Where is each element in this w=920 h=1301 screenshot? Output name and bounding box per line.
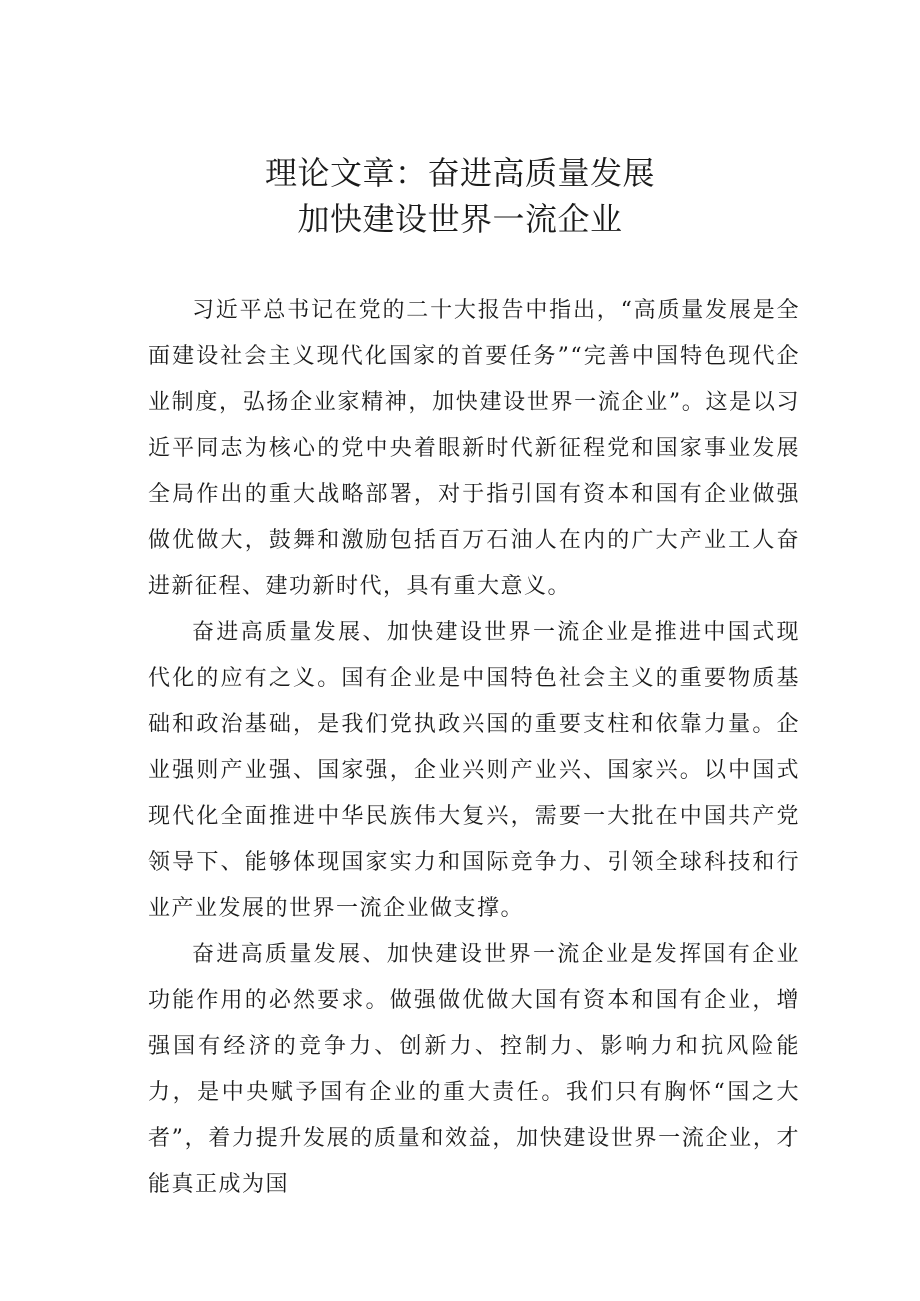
paragraph-1: 习近平总书记在党的二十大报告中指出，“高质量发展是全面建设社会主义现代化国家的首要任务”“完善中国特色现代企业制度，弘扬企业家精神，加快建设世界一流企业”。这是以习近平同志为核心的党中央着眼新时代新征程党和国家事业发展全局作出的重大战略部署，对于指引国有资本和国有企业做强做优做大，鼓舞和激励包括百万石油人在内的广大产业工人奋进新征程、建功新时代，具有重大意义。 bbox=[148, 298, 800, 599]
title-line-2: 加快建设世界一流企业 bbox=[297, 200, 623, 238]
paragraph-2: 奋进高质量发展、加快建设世界一流企业是推进中国式现代化的应有之义。国有企业是中国特色社会主义的重要物质基础和政治基础，是我们党执政兴国的重要支柱和依靠力量。企业强则产业强、国家强，企业兴则产业兴、国家兴。以中国式现代化全面推进中华民族伟大复兴，需要一大批在中国共产党领导下、能够体现国家实力和国际竞争力、引领全球科技和行业产业发展的世界一流企业做支撑。 bbox=[148, 620, 800, 921]
paragraph-3: 奋进高质量发展、加快建设世界一流企业是发挥国有企业功能作用的必然要求。做强做优做大国有资本和国有企业，增强国有经济的竞争力、创新力、控制力、影响力和抗风险能力，是中央赋予国有企业的重大责任。我们只有胸怀“国之大者”，着力提升发展的质量和效益，加快建设世界一流企业，才能真正成为国 bbox=[148, 942, 800, 1197]
title-line-1: 理论文章：奋进高质量发展 bbox=[264, 154, 655, 192]
document-title bbox=[0, 150, 920, 242]
article-body bbox=[148, 288, 800, 1208]
